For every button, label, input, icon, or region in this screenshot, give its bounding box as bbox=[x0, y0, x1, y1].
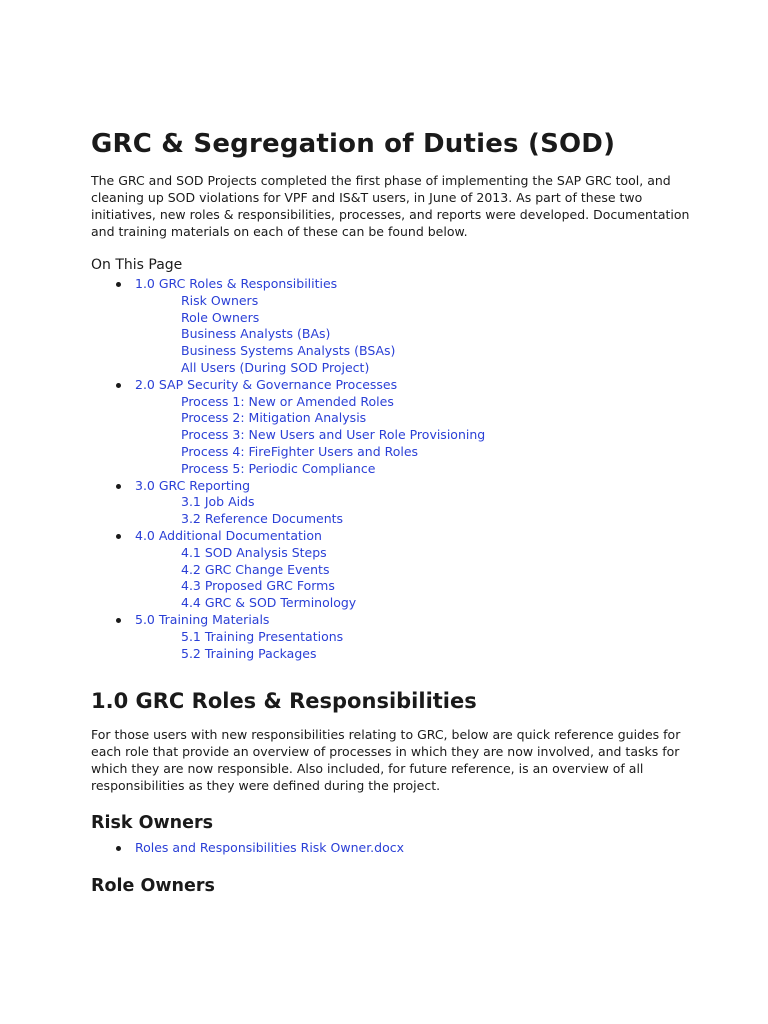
table-of-contents bbox=[91, 256, 691, 662]
toc-subitem bbox=[91, 629, 691, 646]
toc-section bbox=[91, 276, 691, 293]
toc-link-business-analysts[interactable]: Business Analysts (BAs) bbox=[181, 326, 331, 342]
toc-subitem bbox=[91, 394, 691, 411]
toc-subitem bbox=[91, 444, 691, 461]
toc-link-sod-analysis-steps[interactable]: 4.1 SOD Analysis Steps bbox=[181, 544, 327, 560]
risk-owner-docs-list bbox=[91, 840, 691, 857]
toc-subitem bbox=[91, 461, 691, 478]
toc-subitem bbox=[91, 595, 691, 612]
toc-link-business-systems-analysts[interactable]: Business Systems Analysts (BSAs) bbox=[181, 343, 396, 359]
toc-subitem bbox=[91, 494, 691, 511]
toc-link-process-2[interactable]: Process 2: Mitigation Analysis bbox=[181, 410, 367, 426]
subsection-heading-role-owners: Role Owners bbox=[91, 876, 215, 897]
toc-subitem bbox=[91, 545, 691, 562]
toc-subitem bbox=[91, 578, 691, 595]
toc-heading: On This Page bbox=[91, 257, 183, 273]
toc-section bbox=[91, 612, 691, 629]
toc-link-role-owners[interactable]: Role Owners bbox=[181, 309, 260, 325]
toc-link-3-0[interactable]: 3.0 GRC Reporting bbox=[135, 477, 251, 493]
toc-subitem bbox=[91, 293, 691, 310]
list-item bbox=[91, 840, 691, 857]
subsection-heading-risk-owners: Risk Owners bbox=[91, 813, 214, 834]
intro-paragraph: The GRC and SOD Projects completed the first phase of implementing the SAP GRC tool, and cleaning up SOD violations for VPF and IS&T users, in June of 2013. As part of these two initiatives, new roles & responsibilities, processes, and reports were developed. Documentation and training materials on each of these can be found below. bbox=[91, 173, 690, 239]
toc-link-process-4[interactable]: Process 4: FireFighter Users and Roles bbox=[181, 443, 419, 459]
toc-subitem bbox=[91, 511, 691, 528]
toc-link-grc-change-events[interactable]: 4.2 GRC Change Events bbox=[181, 561, 330, 577]
toc-subitem bbox=[91, 310, 691, 327]
toc-list bbox=[91, 276, 691, 662]
toc-link-job-aids[interactable]: 3.1 Job Aids bbox=[181, 494, 255, 510]
toc-section bbox=[91, 478, 691, 495]
document-page bbox=[91, 128, 691, 903]
toc-section bbox=[91, 528, 691, 545]
risk-owner-doc-link[interactable]: Roles and Responsibilities Risk Owner.docx bbox=[135, 840, 405, 856]
toc-subitem bbox=[91, 326, 691, 343]
toc-link-all-users[interactable]: All Users (During SOD Project) bbox=[181, 359, 370, 375]
toc-link-4-0[interactable]: 4.0 Additional Documentation bbox=[135, 527, 322, 543]
toc-link-2-0[interactable]: 2.0 SAP Security & Governance Processes bbox=[135, 376, 398, 392]
toc-link-proposed-grc-forms[interactable]: 4.3 Proposed GRC Forms bbox=[181, 578, 335, 594]
toc-link-process-3[interactable]: Process 3: New Users and User Role Provisioning bbox=[181, 427, 486, 443]
toc-subitem bbox=[91, 427, 691, 444]
toc-link-5-0[interactable]: 5.0 Training Materials bbox=[135, 611, 270, 627]
toc-subitem bbox=[91, 343, 691, 360]
toc-link-process-1[interactable]: Process 1: New or Amended Roles bbox=[181, 393, 394, 409]
toc-link-training-presentations[interactable]: 5.1 Training Presentations bbox=[181, 628, 344, 644]
toc-subitem bbox=[91, 646, 691, 663]
toc-link-process-5[interactable]: Process 5: Periodic Compliance bbox=[181, 460, 376, 476]
toc-subitem bbox=[91, 562, 691, 579]
section-heading-roles: 1.0 GRC Roles & Responsibilities bbox=[91, 689, 477, 714]
section-roles-paragraph: For those users with new responsibilities relating to GRC, below are quick reference guides for each role that provide an overview of processes in which they are now involved, and tasks for which they are now responsible. Also included, for future reference, is an overview of all responsibilities as they were defined during the project. bbox=[91, 727, 681, 794]
toc-link-risk-owners[interactable]: Risk Owners bbox=[181, 292, 259, 308]
toc-link-grc-sod-terminology[interactable]: 4.4 GRC & SOD Terminology bbox=[181, 595, 357, 611]
toc-subitem bbox=[91, 410, 691, 427]
toc-link-reference-documents[interactable]: 3.2 Reference Documents bbox=[181, 511, 344, 527]
toc-subitem bbox=[91, 360, 691, 377]
toc-section bbox=[91, 377, 691, 394]
page-title: GRC & Segregation of Duties (SOD) bbox=[91, 129, 616, 159]
toc-link-training-packages[interactable]: 5.2 Training Packages bbox=[181, 645, 317, 661]
toc-link-1-0[interactable]: 1.0 GRC Roles & Responsibilities bbox=[135, 276, 338, 291]
